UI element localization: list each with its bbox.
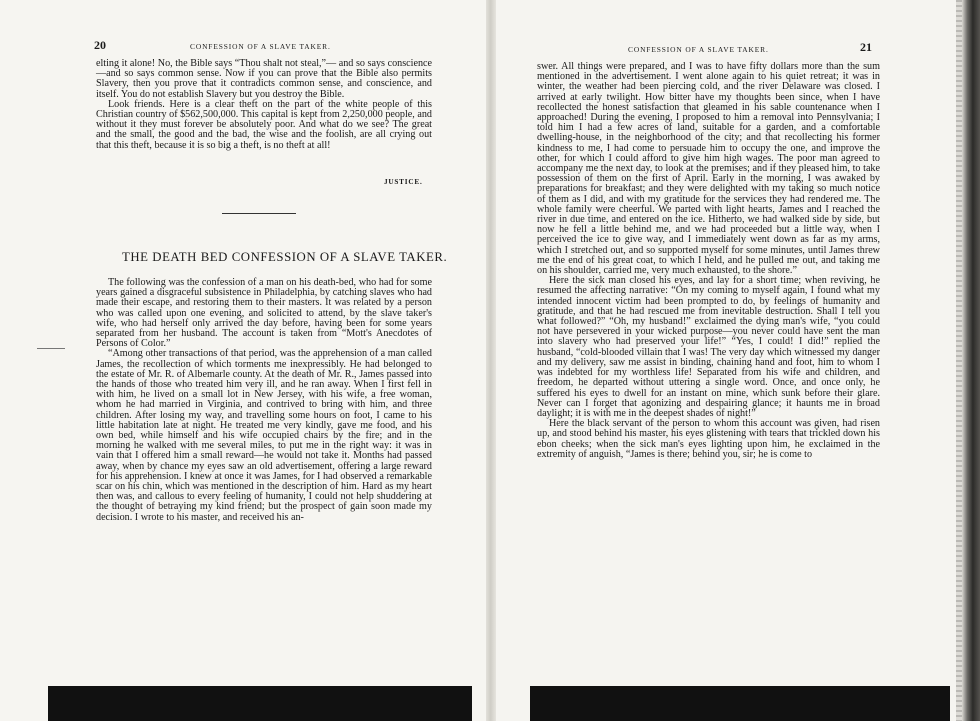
left-page-number: 20 bbox=[94, 38, 106, 52]
article-paragraph: The following was the confession of a man on his death-bed, who had for some years gained a disgraceful subsistence in Philadelphia, by catching slaves who had made their escape, and restoring them to their masters. It was related by a person who was called upon one evening, and solicited to attend, by the slave taker's wife, who had herself only arrived the day before, having been for some years separated from her husband. The account is taken from “Mott's Anecdotes of Persons of Color.” bbox=[96, 277, 432, 350]
article-body-right bbox=[537, 62, 880, 460]
scan-shadow-left bbox=[48, 686, 472, 721]
left-intro-paragraph: Look friends. Here is a clear theft on the part of the white people of this Christian country of $562,500,000. This capital is kept from 2,250,000 people, and without it they must forever be absolutely poor. And what do we see? The great and the small, the good and the bad, the wise and the foolish, are all crying out that this theft, because it is so big a theft, is no theft at all! bbox=[96, 98, 432, 151]
book-edge bbox=[962, 0, 980, 721]
section-divider bbox=[222, 213, 296, 214]
article-paragraph: swer. All things were prepared, and I was to have fifty dollars more than the sum mentioned in the advertisement. I went alone again to his quiet retreat; it was in winter, the weather had been piercing cold, and the river Delaware was closed. I arrived at early twilight. How bitter have my thoughts been since, when I have recollected the honest satisfaction that gleamed in his sable countenance when I approached! During the evening, I proposed to him a removal into Pennsylvania; I told him I had a few acres of land, suitable for a garden, and a comfortable dwelling-house, in the neighborhood of the city; and that recollecting his former kindness to me, I had come to persuade him to occupy the one, and improve the other, for which I could afford to give him high wages. The poor man agreed to accompany me the next day, to look at the premises; and if they pleased him, to take possession of them on the first of April. Early in the morning, I was awaked by preparations for breakfast; and they were delighted with my taking so much notice of them as I did, and with my gratitude for the services they had rendered me. The whole family were cheerful. We parted with light hearts, James and I reached the river in due time, and entered on the ice. Hitherto, we had walked side by side, but now he fell a little behind me, and we had proceeded but a little way, when I perceived the ice to give way, and I immediately went down as far as my arms, which I stretched out, and so supported myself for some minutes, until James threw me the end of his great coat, to which I held, and he pulled me out, and taking me on his shoulder, carried me, very much exhausted, to the shore.” bbox=[537, 61, 880, 277]
left-intro-text bbox=[96, 59, 432, 151]
justice-signature: JUSTICE. bbox=[384, 178, 423, 186]
article-body-left bbox=[96, 278, 432, 523]
left-intro-paragraph: elting it alone! No, the Bible says “Thou shalt not steal,”— and so says conscience—and so says common sense. Now if you can prove that the Bible also permits Slavery, then you prove that it contradicts common sense, and conscience, and itself. You do not establish Slavery but you destroy the Bible. bbox=[96, 58, 432, 100]
article-paragraph: Here the sick man closed his eyes, and lay for a short time; when reviving, he resumed the affecting narrative: “On my coming to myself again, I found what my intended innocent victim had been prompted to do, by feelings of humanity and gratitude, and that he had rescued me from inevitable destruction. Shall I tell you what followed?” “Oh, my husband!” exclaimed the dying man's wife, “you could not have persevered in your wicked purpose—you never could have sent the man into slavery who had preserved your life!” “Yes, I could! I did!” replied the husband, “cold-blooded villain that I was! The very day which witnessed my danger and my delivery, saw me assist in binding, chaining hand and foot, him to whom I was indebted for my worthless life! Separated from his wife and children, and freedom, he departed without uttering a single word. Once, and once only, he suffered his eyes to dwell for an instant on mine, which sunk before their glare. Never can I forget that agonizing and despairing glance; it haunts me in broad daylight; it is with me in the deepest shades of night!” bbox=[537, 275, 880, 419]
scan-shadow-right bbox=[530, 686, 950, 721]
left-running-head: CONFESSION OF A SLAVE TAKER. bbox=[190, 42, 331, 51]
article-paragraph: “Among other transactions of that period, was the apprehension of a man called James, the recollection of which torments me inexpressibly. He had belonged to the estate of Mr. R. of Albemarle county. At the death of Mr. R., James passed into the hands of those who treated him very ill, and he ran away. When I first fell in with him, he lived on a small lot in New Jersey, with his wife, a free woman, whom he had married in Virginia, and contrived to bring with him, and three children. After losing my way, and travelling some hours on foot, I came to his little habitation late at night. He treated me very kindly, gave me food, and his own bed, while himself and his wife occupied chairs by the fire; and in the morning he walked with me several miles, to put me in the right way: it was in vain that I offered him a small reward—he would not take it. Months had passed away, when by chance my eyes saw an old advertisement, offering a large reward for his apprehension. I knew at once it was James, for I had observed a remarkable scar on his chin, which was mentioned in the description of him. Hard as my heart then was, and callous to every feeling of humanity, I could not help shuddering at the thought of betraying my kind friend; but the prospect of gain soon made my decision. I wrote to his master, and received his an- bbox=[96, 348, 432, 523]
article-paragraph: Here the black servant of the person to whom this account was given, had risen up, and stood behind his master, his eyes glistening with tears that trickled down his ebon cheeks; when the sick man's eyes lighting upon him, he exclaimed in the extremity of anguish, “James is there; behind you, sir; he is come to bbox=[537, 418, 880, 460]
right-page-number: 21 bbox=[860, 40, 872, 54]
book-gutter bbox=[486, 0, 496, 721]
article-title: THE DEATH BED CONFESSION OF A SLAVE TAKER. bbox=[122, 250, 448, 264]
margin-mark bbox=[37, 348, 65, 349]
right-running-head: CONFESSION OF A SLAVE TAKER. bbox=[628, 45, 769, 54]
